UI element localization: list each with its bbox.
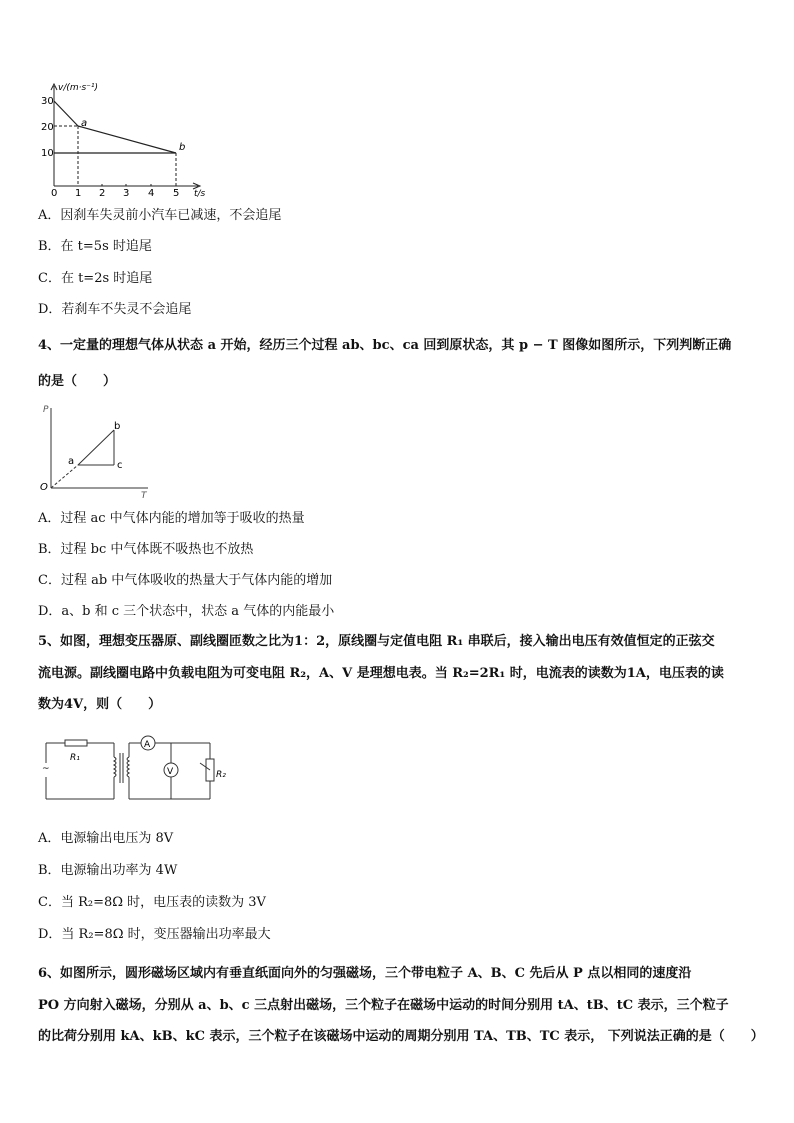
q3-option-c: C．在 t=2s 时追尾 bbox=[38, 271, 153, 286]
x-tick-3: 3 bbox=[123, 188, 130, 199]
r1-label: R₁ bbox=[70, 753, 80, 763]
x-axis-label: t/s bbox=[194, 189, 206, 199]
transformer-circuit bbox=[40, 733, 226, 805]
pressure-temperature-graph bbox=[36, 400, 156, 500]
x-tick-5: 5 bbox=[173, 188, 180, 199]
x-tick-1: 1 bbox=[75, 188, 82, 199]
q6-stem-line1: 6、如图所示，圆形磁场区域内有垂直纸面向外的匀强磁场，三个带电粒子 A、B、C 先后从 P 点以相同的速度沿 bbox=[38, 966, 692, 981]
q5-option-b: B．电源输出功率为 4W bbox=[38, 863, 178, 878]
y-tick-20: 20 bbox=[41, 122, 54, 133]
q5-option-d: D．当 R₂=8Ω 时，变压器输出功率最大 bbox=[38, 927, 271, 942]
point-b-label: b bbox=[179, 142, 186, 153]
y-tick-10: 10 bbox=[41, 148, 54, 159]
r2-label: R₂ bbox=[216, 770, 226, 780]
q5-option-c: C．当 R₂=8Ω 时，电压表的读数为 3V bbox=[38, 895, 266, 910]
q4-option-d: D．a、b 和 c 三个状态中，状态 a 气体的内能最小 bbox=[38, 604, 335, 619]
x-tick-0: 0 bbox=[51, 188, 58, 199]
q5-stem-line1: 5、如图，理想变压器原、副线圈匝数之比为1：2，原线圈与定值电阻 R₁ 串联后，接入输出电压有效值恒定的正弦交 bbox=[38, 634, 715, 649]
y-tick-30: 30 bbox=[41, 96, 54, 107]
q6-stem-line3: 的比荷分别用 kA、kB、kC 表示，三个粒子在该磁场中运动的周期分别用 TA、TB、TC 表示， 下列说法正确的是（ ） bbox=[38, 1029, 764, 1044]
ac-source-symbol: ~ bbox=[42, 764, 50, 774]
q4-option-b: B．过程 bc 中气体既不吸热也不放热 bbox=[38, 542, 254, 557]
q3-option-b: B．在 t=5s 时追尾 bbox=[38, 239, 152, 254]
q6-stem-line2: PO 方向射入磁场，分别从 a、b、c 三点射出磁场，三个粒子在磁场中运动的时间分别用 tA、tB、tC 表示，三个粒子 bbox=[38, 998, 729, 1013]
state-b-label: b bbox=[114, 421, 121, 432]
q4-stem-line2: 的是（ ） bbox=[38, 374, 117, 389]
state-a-label: a bbox=[68, 456, 75, 467]
x-tick-4: 4 bbox=[148, 188, 155, 199]
t-axis-label: T bbox=[141, 491, 147, 501]
velocity-time-graph bbox=[36, 78, 216, 199]
q4-option-a: A．过程 ac 中气体内能的增加等于吸收的热量 bbox=[38, 511, 305, 526]
q5-option-a: A．电源输出电压为 8V bbox=[38, 831, 174, 846]
q5-stem-line3: 数为4V，则（ ） bbox=[38, 697, 162, 712]
q4-stem-line1: 4、一定量的理想气体从状态 a 开始，经历三个过程 ab、bc、ca 回到原状态，其 p − T 图像如图所示，下列判断正确 bbox=[38, 338, 732, 353]
p-axis-label: P bbox=[43, 405, 49, 415]
q4-option-c: C．过程 ab 中气体吸收的热量大于气体内能的增加 bbox=[38, 573, 333, 588]
ammeter-label: A bbox=[144, 740, 151, 750]
q3-option-a: A．因刹车失灵前小汽车已减速，不会追尾 bbox=[38, 208, 282, 223]
state-c-label: c bbox=[117, 460, 123, 471]
x-tick-2: 2 bbox=[99, 188, 106, 199]
q5-stem-line2: 流电源。副线圈电路中负载电阻为可变电阻 R₂，A、V 是理想电表。当 R₂=2R₁ 时，电流表的读数为1A，电压表的读 bbox=[38, 666, 724, 681]
origin-label: O bbox=[40, 482, 48, 493]
q3-option-d: D．若刹车不失灵不会追尾 bbox=[38, 302, 192, 317]
voltmeter-label: V bbox=[167, 767, 174, 777]
y-axis-label: v/(m·s⁻¹) bbox=[58, 83, 99, 93]
point-a-label: a bbox=[81, 118, 88, 129]
